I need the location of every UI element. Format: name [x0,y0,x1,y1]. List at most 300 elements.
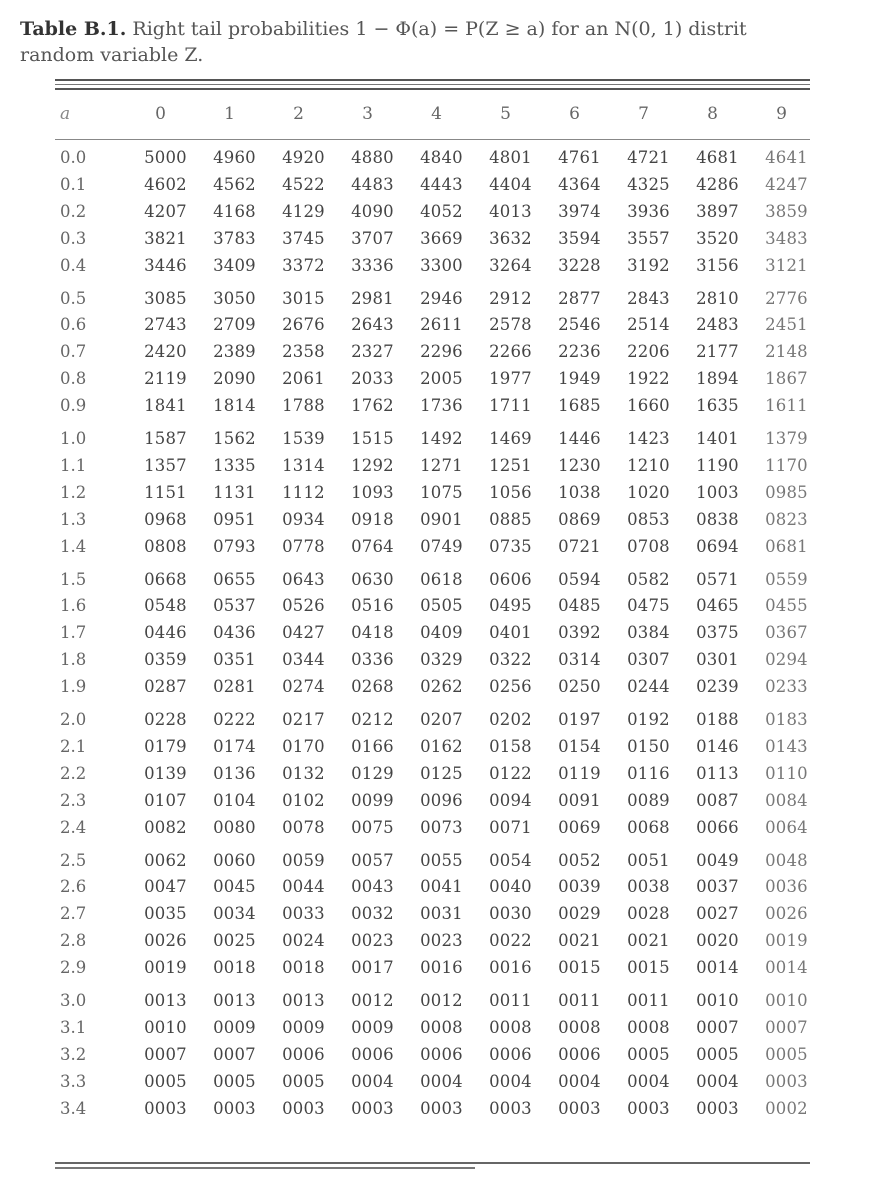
table-cell: 0244 [627,677,670,697]
table-cell: 0202 [489,710,532,729]
table-cell: 0559 [765,569,808,589]
table-cell: 4325 [627,174,670,194]
table-cell: 1020 [627,482,670,502]
table-cell: 0968 [144,509,187,529]
table-cell: 4880 [351,148,394,167]
table-cell: 0018 [213,958,256,978]
table-cell: 1093 [351,482,394,502]
row-label: 0.1 [60,174,87,194]
table-cell: 1711 [489,396,532,416]
table-cell: 0125 [420,763,463,783]
table-cell: 3632 [489,228,532,248]
table-cell: 0143 [765,736,808,756]
table-cell: 0314 [558,650,601,670]
table-cell: 1379 [765,429,808,448]
table-cell: 2148 [765,342,808,362]
table-cell: 0104 [213,790,256,810]
table-cell: 0071 [489,817,532,837]
table-cell: 0010 [765,991,808,1010]
table-cell: 0119 [558,763,601,783]
table-cell: 1292 [351,455,394,475]
table-cell: 0057 [351,850,394,870]
table-cell: 1210 [627,455,670,475]
table-cell: 0035 [144,904,187,924]
table-cell: 1685 [558,396,601,416]
table-cell: 4404 [489,174,532,194]
table-cell: 0250 [558,677,601,697]
table-cell: 0048 [765,850,808,870]
table-cell: 0064 [765,817,808,837]
table-cell: 0014 [765,958,808,978]
table-cell: 0526 [282,596,325,616]
column-header: 7 [638,104,649,124]
table-cell: 4562 [213,174,256,194]
table-cell: 0222 [213,710,256,729]
table-cell: 4286 [696,174,739,194]
table-cell: 0045 [213,877,256,897]
header-rule [55,139,810,140]
table-cell: 4443 [420,174,463,194]
table-cell: 0344 [282,650,325,670]
row-label: 2.4 [60,817,87,837]
table-cell: 3264 [489,255,532,275]
table-cell: 0951 [213,509,256,529]
table-cell: 0107 [144,790,187,810]
table-cell: 0009 [351,1017,394,1037]
table-cell: 2946 [420,288,463,308]
table-cell: 0329 [420,650,463,670]
row-label: 2.8 [60,931,87,951]
table-cell: 0099 [351,790,394,810]
table-cell: 2709 [213,315,256,335]
table-cell: 0004 [489,1071,532,1091]
table-cell: 0465 [696,596,739,616]
table-cell: 1446 [558,429,601,448]
table-cell: 0041 [420,877,463,897]
row-label: 0.6 [60,315,87,335]
table-cell: 2810 [696,288,739,308]
table-cell: 2776 [765,288,808,308]
column-header: 6 [569,104,580,124]
table-cell: 0418 [351,623,394,643]
table-cell: 2912 [489,288,532,308]
table-cell: 0007 [696,1017,739,1037]
table-cell: 3783 [213,228,256,248]
table-cell: 0694 [696,536,739,556]
table-cell: 0080 [213,817,256,837]
top-rule [55,88,810,90]
table-cell: 0207 [420,710,463,729]
table-cell: 0427 [282,623,325,643]
table-cell: 2451 [765,315,808,335]
table-cell: 0051 [627,850,670,870]
table-cell: 0089 [627,790,670,810]
table-cell: 0985 [765,482,808,502]
table-cell: 0162 [420,736,463,756]
table-cell: 0401 [489,623,532,643]
table-cell: 2358 [282,342,325,362]
row-label: 1.0 [60,429,87,448]
table-cell: 0004 [558,1071,601,1091]
table-cell: 4483 [351,174,394,194]
table-cell: 2546 [558,315,601,335]
table-cell: 2090 [213,369,256,389]
table-cell: 1271 [420,455,463,475]
table-cell: 0606 [489,569,532,589]
table-cell: 0006 [558,1044,601,1064]
table-cell: 0384 [627,623,670,643]
table-cell: 3300 [420,255,463,275]
table-cell: 0154 [558,736,601,756]
table-cell: 1635 [696,396,739,416]
table-cell: 1170 [765,455,808,475]
table-cell: 0049 [696,850,739,870]
table-cell: 0475 [627,596,670,616]
table-cell: 0188 [696,710,739,729]
table-cell: 0066 [696,817,739,837]
table-cell: 0006 [282,1044,325,1064]
table-cell: 0027 [696,904,739,924]
table-cell: 0062 [144,850,187,870]
table-cell: 0010 [696,991,739,1010]
table-cell: 0307 [627,650,670,670]
table-cell: 3446 [144,255,187,275]
row-label: 0.7 [60,342,87,362]
table-cell: 0013 [282,991,325,1010]
table-cell: 2005 [420,369,463,389]
table-cell: 1977 [489,369,532,389]
table-cell: 0012 [351,991,394,1010]
table-cell: 0003 [696,1098,739,1118]
row-label: 1.7 [60,623,87,643]
table-cell: 0869 [558,509,601,529]
table-cell: 1788 [282,396,325,416]
table-cell: 1357 [144,455,187,475]
table-cell: 0040 [489,877,532,897]
table-cell: 0019 [765,931,808,951]
table-cell: 0078 [282,817,325,837]
table-cell: 0037 [696,877,739,897]
table-cell: 0630 [351,569,394,589]
table-cell: 0537 [213,596,256,616]
table-cell: 4364 [558,174,601,194]
table-cell: 4920 [282,148,325,167]
table-cell: 0183 [765,710,808,729]
table-cell: 0021 [627,931,670,951]
table-cell: 2483 [696,315,739,335]
column-header: 5 [500,104,511,124]
table-cell: 1922 [627,369,670,389]
table-cell: 2327 [351,342,394,362]
table-cell: 3557 [627,228,670,248]
table-cell: 0166 [351,736,394,756]
table-cell: 0375 [696,623,739,643]
row-label: 1.2 [60,482,87,502]
table-cell: 3897 [696,201,739,221]
table-cell: 2981 [351,288,394,308]
column-header: 2 [293,104,304,124]
table-cell: 0708 [627,536,670,556]
table-cell: 0031 [420,904,463,924]
table-cell: 1038 [558,482,601,502]
table-cell: 0170 [282,736,325,756]
row-label: 3.2 [60,1044,87,1064]
table-cell: 2266 [489,342,532,362]
table-cell: 0007 [213,1044,256,1064]
table-cell: 0005 [282,1071,325,1091]
table-cell: 0069 [558,817,601,837]
table-cell: 0336 [351,650,394,670]
table-cell: 1075 [420,482,463,502]
table-cell: 0618 [420,569,463,589]
table-cell: 0721 [558,536,601,556]
table-caption [20,16,880,68]
table-cell: 0367 [765,623,808,643]
table-cell: 2743 [144,315,187,335]
table-cell: 4960 [213,148,256,167]
table-cell: 0005 [213,1071,256,1091]
table-cell: 3015 [282,288,325,308]
table-cell: 2420 [144,342,187,362]
table-cell: 0228 [144,710,187,729]
table-cell: 4168 [213,201,256,221]
row-label: 0.5 [60,288,87,308]
table-cell: 0009 [213,1017,256,1037]
table-cell: 4129 [282,201,325,221]
table-cell: 0146 [696,736,739,756]
table-cell: 1401 [696,429,739,448]
table-cell: 4801 [489,148,532,167]
table-cell: 1112 [282,482,325,502]
table-cell: 0116 [627,763,670,783]
table-cell: 2061 [282,369,325,389]
table-cell: 1469 [489,429,532,448]
table-cell: 3594 [558,228,601,248]
table-cell: 4840 [420,148,463,167]
table-cell: 0060 [213,850,256,870]
table-cell: 4641 [765,148,808,167]
table-cell: 0082 [144,817,187,837]
table-cell: 0239 [696,677,739,697]
row-label: 0.4 [60,255,87,275]
table-cell: 0013 [213,991,256,1010]
table-cell: 0052 [558,850,601,870]
table-cell: 0446 [144,623,187,643]
table-cell: 0087 [696,790,739,810]
row-label: 2.7 [60,904,87,924]
table-cell: 0735 [489,536,532,556]
table-cell: 0793 [213,536,256,556]
table-cell: 3409 [213,255,256,275]
table-cell: 3974 [558,201,601,221]
table-cell: 0055 [420,850,463,870]
row-label: 3.4 [60,1098,87,1118]
table-cell: 1003 [696,482,739,502]
table-cell: 0013 [144,991,187,1010]
table-cell: 1814 [213,396,256,416]
table-cell: 0102 [282,790,325,810]
table-cell: 3121 [765,255,808,275]
bottom-rule [55,1167,475,1169]
table-cell: 0008 [420,1017,463,1037]
table-cell: 0287 [144,677,187,697]
table-cell: 0020 [696,931,739,951]
table-cell: 0392 [558,623,601,643]
table-cell: 0059 [282,850,325,870]
table-cell: 4090 [351,201,394,221]
table-cell: 0004 [627,1071,670,1091]
table-cell: 0030 [489,904,532,924]
table-cell: 0643 [282,569,325,589]
table-cell: 0594 [558,569,601,589]
table-cell: 1841 [144,396,187,416]
caption-text: Right tail probabilities 1 − Φ(a) = P(Z ≥ a) for an N(0, 1) distrit [132,18,747,40]
table-cell: 0021 [558,931,601,951]
table-cell: 0019 [144,958,187,978]
table-cell: 4602 [144,174,187,194]
table-cell: 0192 [627,710,670,729]
table-cell: 1894 [696,369,739,389]
table-cell: 3520 [696,228,739,248]
table-cell: 0006 [489,1044,532,1064]
column-header: 4 [431,104,442,124]
row-label: 3.0 [60,991,87,1010]
table-cell: 0003 [213,1098,256,1118]
table-cell: 0655 [213,569,256,589]
table-cell: 0091 [558,790,601,810]
table-cell: 0582 [627,569,670,589]
table-cell: 0294 [765,650,808,670]
table-cell: 0179 [144,736,187,756]
table-cell: 0139 [144,763,187,783]
table-cell: 4522 [282,174,325,194]
table-cell: 0005 [627,1044,670,1064]
table-cell: 0003 [765,1071,808,1091]
table-cell: 1314 [282,455,325,475]
row-label: 0.9 [60,396,87,416]
table-cell: 3336 [351,255,394,275]
table-cell: 0024 [282,931,325,951]
table-cell: 3821 [144,228,187,248]
table-cell: 1515 [351,429,394,448]
table-cell: 0011 [489,991,532,1010]
row-label: 2.9 [60,958,87,978]
table-cell: 0096 [420,790,463,810]
table-cell: 0505 [420,596,463,616]
table-cell: 0033 [282,904,325,924]
table-cell: 2643 [351,315,394,335]
table-cell: 4681 [696,148,739,167]
table-cell: 0011 [627,991,670,1010]
table-cell: 0005 [696,1044,739,1064]
table-cell: 0006 [351,1044,394,1064]
table-cell: 1867 [765,369,808,389]
table-cell: 0934 [282,509,325,529]
table-cell: 1251 [489,455,532,475]
table-cell: 3085 [144,288,187,308]
table-cell: 1539 [282,429,325,448]
row-label: 0.0 [60,148,87,167]
table-cell: 0039 [558,877,601,897]
row-label: 2.3 [60,790,87,810]
table-cell: 0268 [351,677,394,697]
column-header: 0 [155,104,166,124]
table-cell: 1611 [765,396,808,416]
table-cell: 0044 [282,877,325,897]
table-cell: 0281 [213,677,256,697]
table-cell: 2578 [489,315,532,335]
table-cell: 0008 [558,1017,601,1037]
table-cell: 0011 [558,991,601,1010]
table-cell: 0256 [489,677,532,697]
row-label: 2.0 [60,710,87,729]
table-cell: 0901 [420,509,463,529]
table-cell: 0016 [489,958,532,978]
table-cell: 1190 [696,455,739,475]
row-label: 1.3 [60,509,87,529]
table-cell: 1736 [420,396,463,416]
table-cell: 0032 [351,904,394,924]
column-header: 8 [707,104,718,124]
table-cell: 3050 [213,288,256,308]
table-cell: 0003 [144,1098,187,1118]
table-cell: 0003 [558,1098,601,1118]
table-cell: 1335 [213,455,256,475]
table-cell: 0023 [351,931,394,951]
table-cell: 0233 [765,677,808,697]
row-label: 1.8 [60,650,87,670]
table-cell: 1587 [144,429,187,448]
table-cell: 0301 [696,650,739,670]
table-cell: 0029 [558,904,601,924]
corner-header: a [60,104,71,124]
table-cell: 1423 [627,429,670,448]
table-cell: 2389 [213,342,256,362]
bottom-rule [55,1162,810,1164]
table-cell: 0764 [351,536,394,556]
table-cell: 0122 [489,763,532,783]
top-rule [55,79,810,81]
table-cell: 2514 [627,315,670,335]
table-cell: 0002 [765,1098,808,1118]
table-cell: 0047 [144,877,187,897]
table-cell: 0217 [282,710,325,729]
row-label: 2.1 [60,736,87,756]
row-label: 1.9 [60,677,87,697]
table-cell: 2676 [282,315,325,335]
row-label: 1.6 [60,596,87,616]
table-cell: 0012 [420,991,463,1010]
table-cell: 3156 [696,255,739,275]
table-cell: 3228 [558,255,601,275]
table-cell: 0571 [696,569,739,589]
table-cell: 2296 [420,342,463,362]
caption-label: Table B.1. [20,18,127,40]
table-cell: 3745 [282,228,325,248]
table-cell: 0808 [144,536,187,556]
table-cell: 0004 [420,1071,463,1091]
table-cell: 0008 [489,1017,532,1037]
table-cell: 0003 [351,1098,394,1118]
table-cell: 5000 [144,148,187,167]
table-cell: 0110 [765,763,808,783]
table-cell: 0150 [627,736,670,756]
table-cell: 0113 [696,763,739,783]
table-cell: 0359 [144,650,187,670]
table-cell: 0409 [420,623,463,643]
table-cell: 0023 [420,931,463,951]
table-cell: 1660 [627,396,670,416]
